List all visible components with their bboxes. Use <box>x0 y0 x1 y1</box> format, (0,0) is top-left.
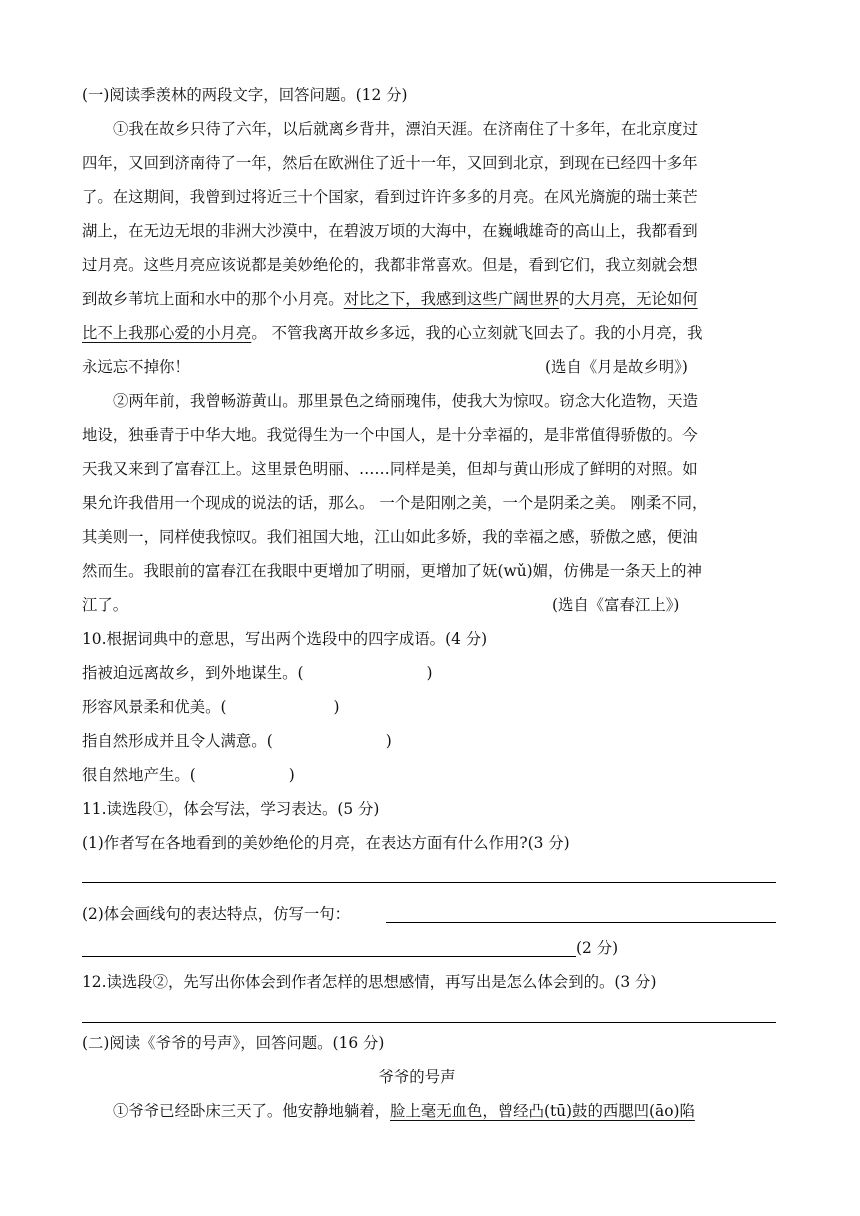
question-12-title: 12.读选段②，先写出你体会到作者怎样的思想感情，再写出是怎么体会到的。(3 分) <box>82 973 657 991</box>
passage2-line: 果允许我借用一个现成的说法的话，那么。 一个是阳刚之美，一个是阴柔之美。 刚柔不同， <box>82 494 708 512</box>
passage2-line: 其美则一，同样使我惊叹。我们祖国大地，江山如此多娇，我的幸福之感，骄傲之感，便油 <box>82 528 698 546</box>
passage2-source: (选自《富春江上》) <box>552 596 680 614</box>
underlined-sentence: 大月亮，无论如何 <box>574 290 698 308</box>
answer-line[interactable] <box>82 956 576 957</box>
q10-item[interactable]: 很自然地产生。( ) <box>82 766 295 784</box>
q11-sub2-score: (2 分) <box>576 939 619 957</box>
answer-line[interactable] <box>386 922 776 923</box>
section2-heading: (二)阅读《爷爷的号声》，回答问题。(16 分) <box>82 1034 385 1052</box>
passage1-line: 比不上我那心爱的小月亮。 不管我离开故乡多远，我的心立刻就飞回去了。我的小月亮，我 <box>82 324 703 342</box>
passage2-line: 天我又来到了富春江上。这里景色明丽、……同样是美，但却与黄山形成了鲜明的对照。如 <box>82 460 698 478</box>
passage2-line: 然而生。我眼前的富春江在我眼中更增加了明丽，更增加了妩(wǔ)媚，仿佛是一条天上的神 <box>82 562 702 580</box>
q11-sub2: (2)体会画线句的表达特点，仿写一句： <box>82 897 782 931</box>
section1-heading: (一)阅读季羡林的两段文字，回答问题。(12 分) <box>82 86 408 104</box>
underlined-sentence: 比不上我那心爱的小月亮 <box>82 324 252 342</box>
underlined-sentence: 对比之下，我感到这些广阔世界 <box>343 290 560 308</box>
story-title: 爷爷的号声 <box>378 1068 456 1086</box>
passage1-line: 永远忘不掉你！ (选自《月是故乡明》) <box>82 350 782 384</box>
passage1-line: ①我在故乡只待了六年，以后就离乡背井，漂泊天涯。在济南住了十多年，在北京度过 <box>113 120 698 138</box>
underlined-sentence: 脸上毫无血色，曾经凸(tū)鼓的西腮凹(āo)陷 <box>390 1102 695 1120</box>
q10-item[interactable]: 指自然形成并且令人满意。( ) <box>82 732 392 750</box>
passage1-line: 过月亮。这些月亮应该说都是美妙绝伦的，我都非常喜欢。但是，看到它们，我立刻就会想 <box>82 256 698 274</box>
passage2-line: ②两年前，我曾畅游黄山。那里景色之绮丽瑰伟，使我大为惊叹。窃念大化造物，天造 <box>113 392 698 410</box>
q11-sub1: (1)作者写在各地看到的美妙绝伦的月亮，在表达方面有什么作用?(3 分) <box>82 834 570 852</box>
passage1-line: 湖上，在无边无垠的非洲大沙漠中，在碧波万顷的大海中，在巍峨雄奇的高山上，我都看到 <box>82 222 698 240</box>
document-page <box>82 78 782 1128</box>
question-11-title: 11.读选段①，体会写法，学习表达。(5 分) <box>82 800 380 818</box>
question-10-title: 10.根据词典中的意思，写出两个选段中的四字成语。(4 分) <box>82 630 488 648</box>
passage2-line: 地设，独垂青于中华大地。我觉得生为一个中国人，是十分幸福的，是非常值得骄傲的。今 <box>82 426 698 444</box>
passage1-source: (选自《月是故乡明》) <box>545 358 688 376</box>
passage2-line: 江了。 (选自《富春江上》) <box>82 588 782 622</box>
q11-sub2-continuation <box>82 931 782 965</box>
passage1-line: 四年，又回到济南待了一年，然后在欧洲住了近十一年，又回到北京，到现在已经四十多年 <box>82 154 698 172</box>
passage1-line: 了。在这期间，我曾到过将近三十个国家，看到过许许多多的月亮。在风光旖旎的瑞士莱芒 <box>82 188 698 206</box>
q10-item[interactable]: 形容风景柔和优美。( ) <box>82 698 340 716</box>
story-line: ①爷爷已经卧床三天了。他安静地躺着，脸上毫无血色，曾经凸(tū)鼓的西腮凹(āo)陷 <box>113 1102 695 1120</box>
q10-item[interactable]: 指被迫远离故乡，到外地谋生。( ) <box>82 664 433 682</box>
passage1-line: 到故乡苇坑上面和水中的那个小月亮。对比之下，我感到这些广阔世界的大月亮，无论如何 <box>82 290 698 308</box>
